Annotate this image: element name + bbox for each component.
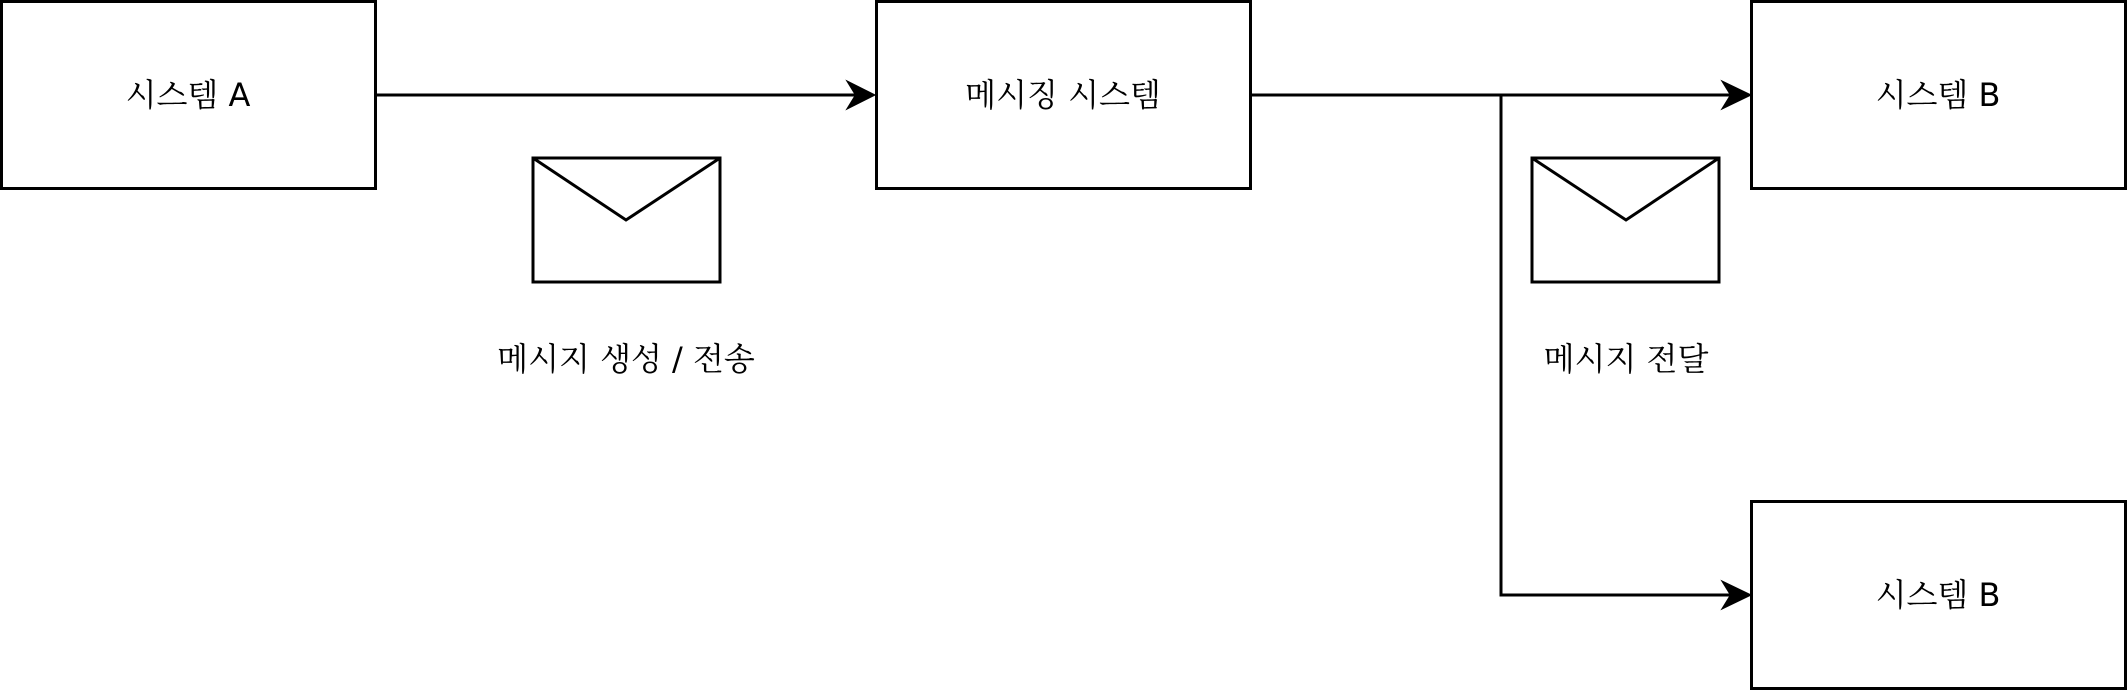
label-deliver: 메시지 전달 [1543, 340, 1709, 378]
envelope-icon [533, 158, 720, 282]
node-system-b-top-label: 시스템 B [1875, 76, 2001, 114]
node-system-b-bottom [1752, 502, 2126, 689]
envelope-icon [1532, 158, 1719, 282]
node-system-b-top [1752, 2, 2126, 189]
label-create-send: 메시지 생성 / 전송 [497, 340, 755, 378]
node-system-a-label: 시스템 A [125, 76, 251, 114]
edge-system-a-to-messaging [376, 82, 874, 108]
node-messaging-system [877, 2, 1251, 189]
node-messaging-system-label: 메시징 시스템 [965, 76, 1161, 114]
node-system-a [2, 2, 376, 189]
node-system-b-bottom-label: 시스템 B [1875, 576, 2001, 614]
